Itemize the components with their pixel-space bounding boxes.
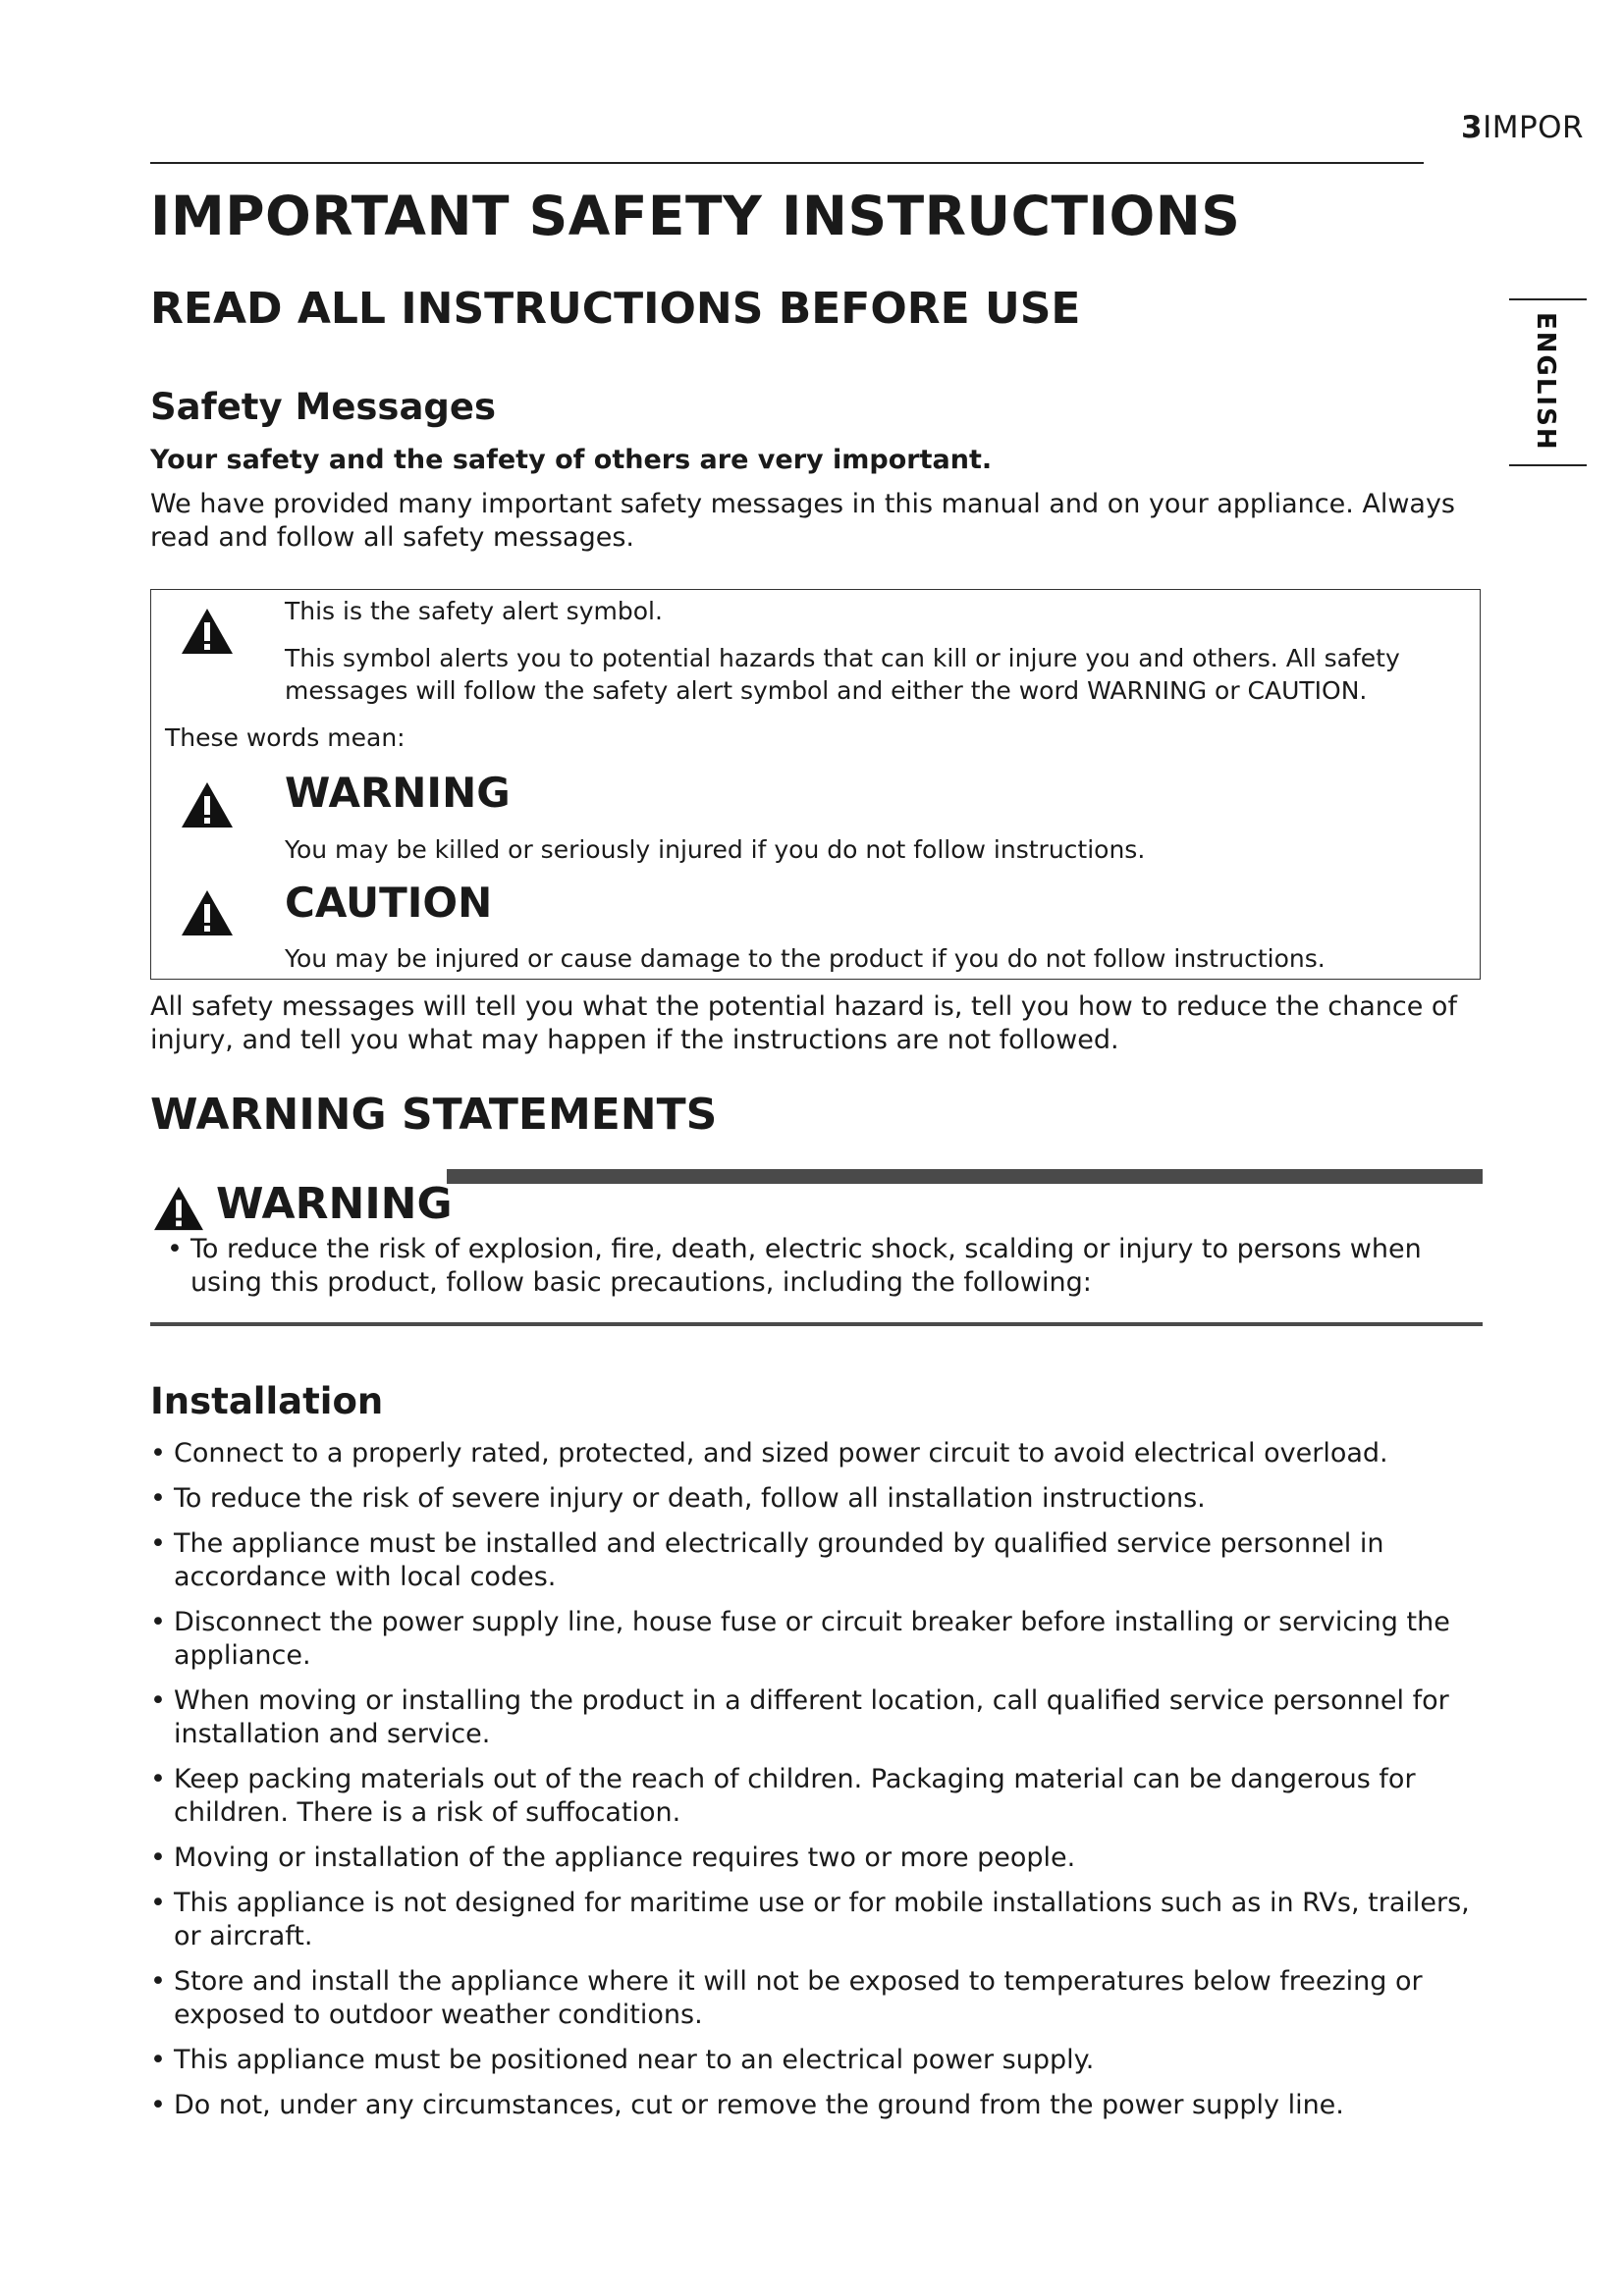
- list-item: • Moving or installation of the appliance requires two or more people.: [150, 1842, 1076, 1873]
- safety-summary-paragraph: All safety messages will tell you what the potential hazard is, tell you how to reduce the chance of injury, and tell you what may happen if the instructions are not followed.: [150, 991, 1457, 1055]
- caution-signal-word: CAUTION: [285, 879, 493, 927]
- bullet-icon: •: [167, 1234, 183, 1264]
- warning-statements-heading: WARNING STATEMENTS: [150, 1090, 718, 1140]
- symbol-title: This is the safety alert symbol.: [285, 597, 663, 625]
- warning-signal-word: WARNING: [285, 769, 511, 817]
- list-item: • Connect to a properly rated, protected, and sized power circuit to avoid electrical overload.: [150, 1438, 1388, 1468]
- words-mean-label: These words mean:: [165, 723, 406, 752]
- language-tab-top-rule: [1509, 298, 1587, 300]
- caution-alert-icon: [180, 888, 235, 937]
- warning-description: You may be killed or seriously injured if you do not follow instructions.: [285, 835, 1146, 864]
- safety-messages-heading: Safety Messages: [150, 386, 497, 428]
- safety-importance-line: Your safety and the safety of others are very important.: [150, 445, 993, 475]
- header-rule: [150, 162, 1424, 164]
- list-item: • Store and install the appliance where it will not be exposed to temperatures below freezing or exposed to outdoor weather conditions.: [150, 1966, 1423, 2030]
- installation-heading: Installation: [150, 1380, 384, 1422]
- warning-banner-bar: [447, 1169, 1483, 1184]
- caution-description: You may be injured or cause damage to the product if you do not follow instructions.: [285, 944, 1326, 973]
- list-item: • Keep packing materials out of the reach of children. Packaging material can be dangerous for children. There is a risk of suffocation.: [150, 1764, 1416, 1828]
- warning-banner-icon: [152, 1185, 205, 1232]
- list-item: • This appliance is not designed for maritime use or for mobile installations such as in RVs, trailers, or aircraft.: [150, 1888, 1470, 1951]
- page-number: 3IMPOR: [1461, 110, 1585, 145]
- page-title: IMPORTANT SAFETY INSTRUCTIONS: [150, 185, 1241, 247]
- symbol-description: This symbol alerts you to potential hazards that can kill or injure you and others. All safety messages will follow the safety alert symbol and either the word WARNING or CAUTION.: [285, 644, 1400, 705]
- language-tab-bottom-rule: [1509, 464, 1587, 466]
- list-item: • The appliance must be installed and electrically grounded by qualified service personnel in accordance with local codes.: [150, 1528, 1384, 1592]
- warning-banner-word: WARNING: [216, 1179, 453, 1229]
- page-subtitle: READ ALL INSTRUCTIONS BEFORE USE: [150, 284, 1081, 334]
- list-item: • To reduce the risk of severe injury or death, follow all installation instructions.: [150, 1483, 1206, 1514]
- list-item: • This appliance must be positioned near to an electrical power supply.: [150, 2045, 1095, 2075]
- list-item: • When moving or installing the product in a different location, call qualified service personnel for installation and service.: [150, 1685, 1449, 1749]
- installation-list: [150, 1437, 1486, 2134]
- warning-alert-icon: [180, 780, 235, 829]
- language-tab: ENGLISH: [1531, 312, 1560, 452]
- safety-intro-paragraph: We have provided many important safety messages in this manual and on your appliance. Always read and follow all safety messages.: [150, 489, 1455, 553]
- warning-bottom-rule: [150, 1322, 1483, 1326]
- list-item: • Disconnect the power supply line, house fuse or circuit breaker before installing or servicing the appliance.: [150, 1607, 1450, 1671]
- safety-alert-icon: [180, 607, 235, 656]
- list-item: • Do not, under any circumstances, cut or remove the ground from the power supply line.: [150, 2090, 1344, 2120]
- warning-banner-text: • To reduce the risk of explosion, fire, death, electric shock, scalding or injury to persons when using this product, follow basic precautions, including the following:: [167, 1234, 1422, 1298]
